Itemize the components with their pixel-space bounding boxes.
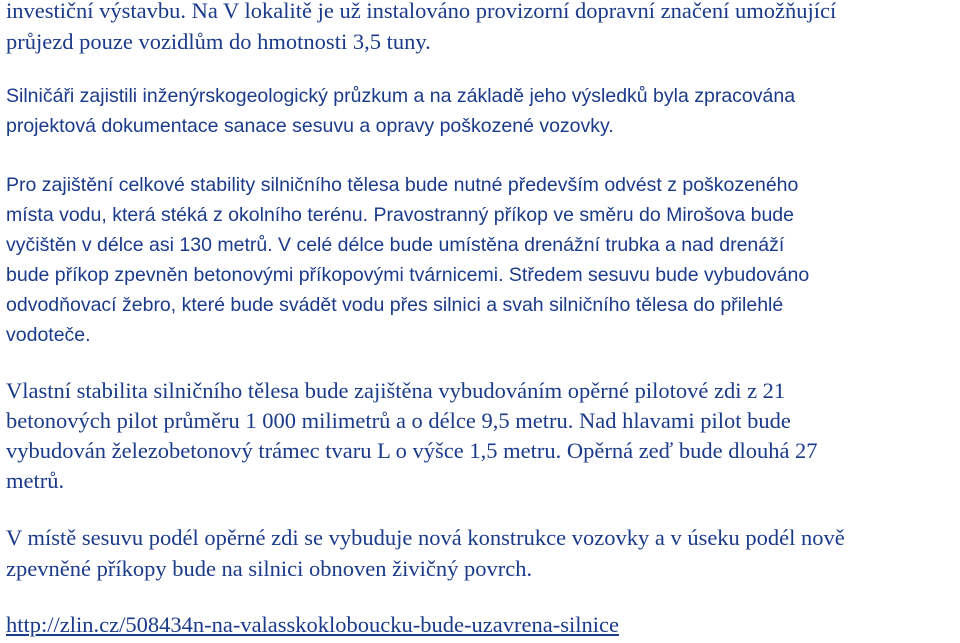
paragraph-4-line-2: betonových pilot průměru 1 000 milimetrů a o délce 9,5 metru. Nad hlavami pilot bude xyxy=(6,408,791,433)
source-link[interactable]: http://zlin.cz/508434n-na-valasskokloboucku-bude-uzavrena-silnice xyxy=(6,612,619,637)
paragraph-1-line-2: průjezd pouze vozidlům do hmotnosti 3,5 tuny. xyxy=(6,29,431,54)
paragraph-4-line-1: Vlastní stabilita silničního tělesa bude zajištěna vybudováním opěrné pilotové zdi z 21 xyxy=(6,378,786,403)
paragraph-3-line-1: Pro zajištění celkové stability silničního tělesa bude nutné především odvést z poškozeného xyxy=(6,174,799,196)
paragraph-3-line-6: vodoteče. xyxy=(6,324,91,346)
paragraph-3-line-5: odvodňovací žebro, které bude svádět vodu přes silnici a svah silničního tělesa do přilehlé xyxy=(6,294,784,316)
paragraph-5-line-2: zpevněné příkopy bude na silnici obnoven živičný povrch. xyxy=(6,556,533,581)
paragraph-5-line-1: V místě sesuvu podél opěrné zdi se vybuduje nová konstrukce vozovky a v úseku podél nově xyxy=(6,525,845,550)
paragraph-4-line-3: vybudován železobetonový trámec tvaru L o výšce 1,5 metru. Opěrná zeď bude dlouhá 27 xyxy=(6,438,818,463)
paragraph-2-line-1: Silničáři zajistili inženýrskogeologický průzkum a na základě jeho výsledků byla zpracována xyxy=(6,85,796,107)
paragraph-3-line-4: bude příkop zpevněn betonovými příkopovými tvárnicemi. Středem sesuvu bude vybudováno xyxy=(6,264,810,286)
paragraph-1-line-1: investiční výstavbu. Na V lokalitě je už instalováno provizorní dopravní značení umožňující xyxy=(6,0,837,23)
paragraph-3-line-2: místa vodu, která stéká z okolního terénu. Pravostranný příkop ve směru do Mirošova bude xyxy=(6,204,794,226)
paragraph-3-line-3: vyčištěn v délce asi 130 metrů. V celé délce bude umístěna drenážní trubka a nad drenáží xyxy=(6,234,785,256)
paragraph-4-line-4: metrů. xyxy=(6,468,65,493)
paragraph-2-line-2: projektová dokumentace sanace sesuvu a opravy poškozené vozovky. xyxy=(6,115,614,137)
